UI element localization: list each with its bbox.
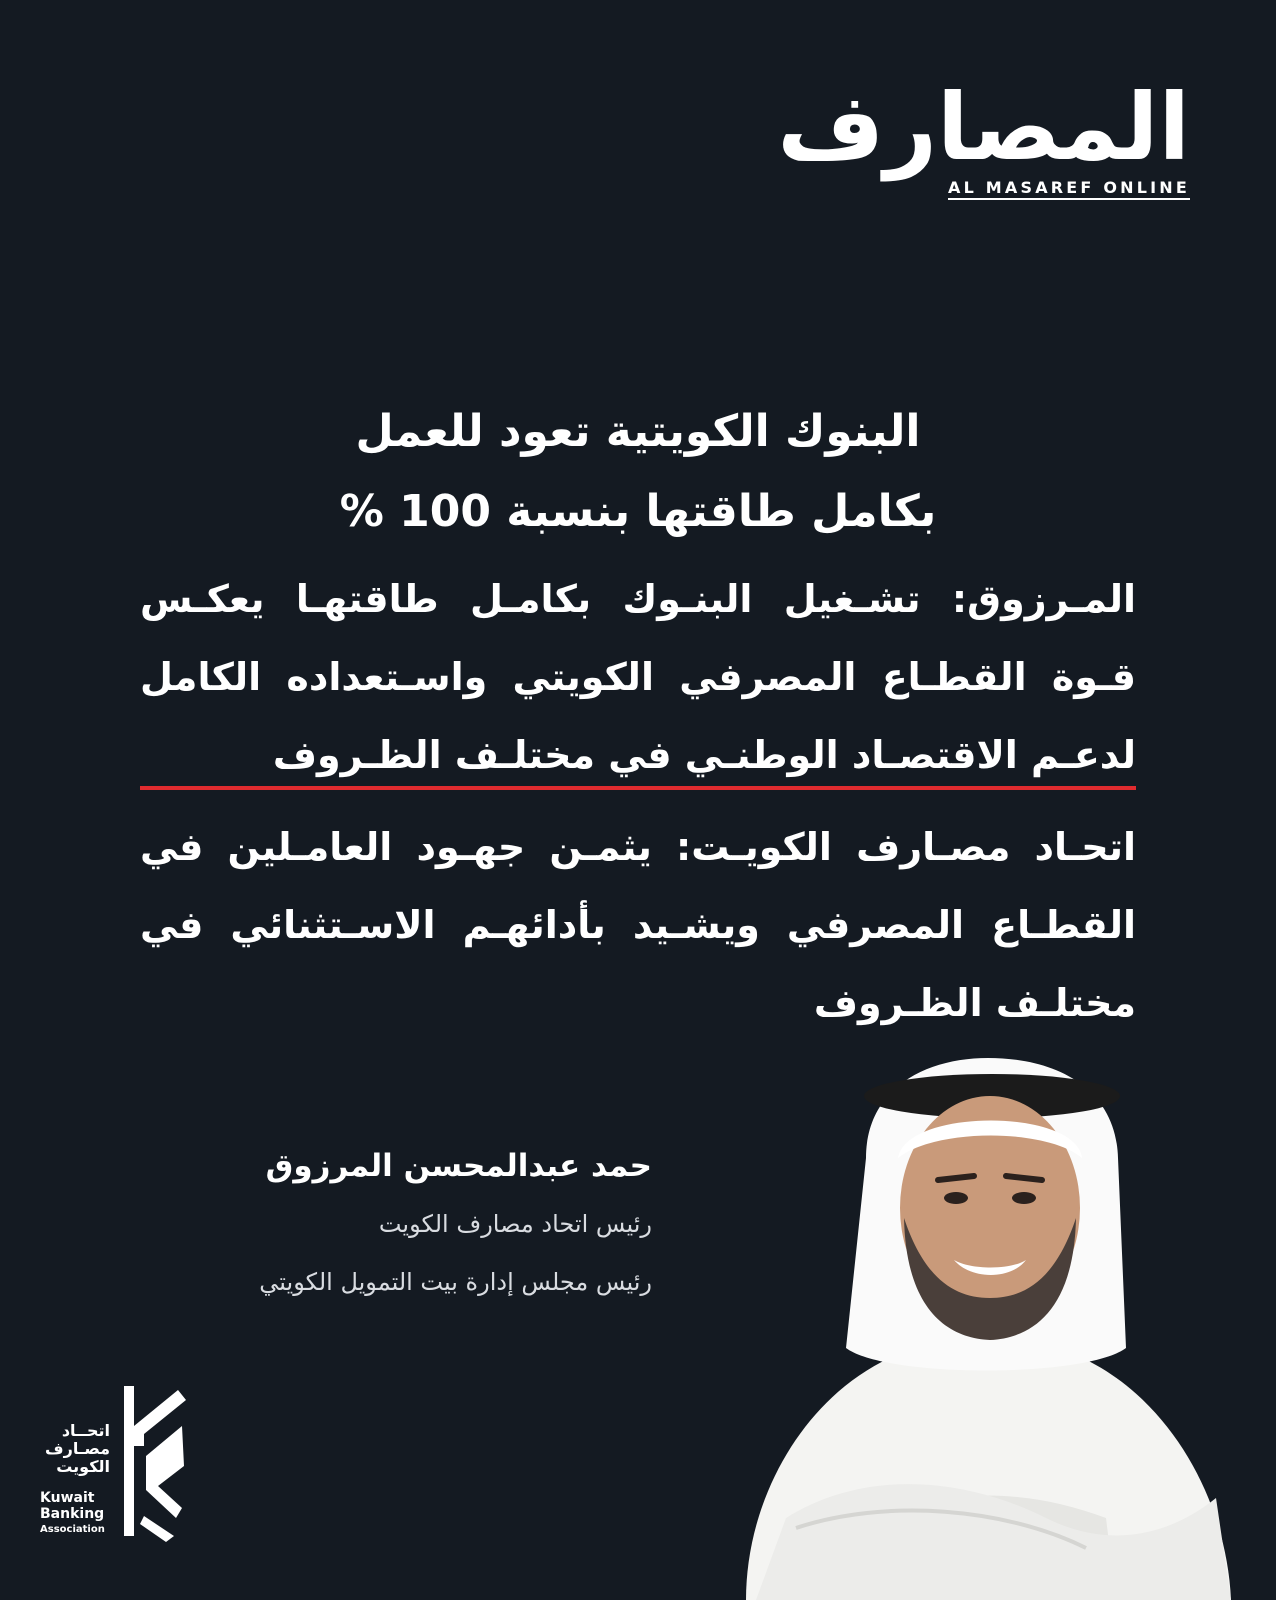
headline-line-2: بكامل طاقتها بنسبة 100 %: [339, 486, 937, 537]
portrait-photo: [726, 1048, 1246, 1600]
headline: [140, 392, 1136, 552]
red-divider: [140, 786, 1136, 790]
kba-arabic-name: اتحــاد مصـارف الكويت: [45, 1421, 110, 1476]
logo-english-wordmark: AL MASAREF ONLINE: [948, 178, 1190, 200]
kba-emblem-icon: [118, 1386, 188, 1542]
person-name: حمد عبدالمحسن المرزوق: [265, 1148, 652, 1184]
headline-line-1: البنوك الكويتية تعود للعمل: [355, 406, 921, 457]
quote-association: اتحـاد مصـارف الكويـت: يثمـن جهـود العامـلين في القطـاع المصرفي ويشـيد بأدائهـم الاسـتثنائي في مختلـف الظـروف: [140, 825, 1136, 1025]
kuwait-banking-association-logo: [40, 1386, 210, 1546]
person-title-2: رئيس مجلس إدارة بيت التمويل الكويتي: [259, 1268, 652, 1296]
quote-marzouq: المـرزوق: تشـغيل البنـوك بكامـل طاقتهـا يعكـس قـوة القطـاع المصرفي الكويتي واسـتعداده الكامل لدعـم الاقتصـاد الوطنـي في مختلـف الظـروف: [140, 577, 1136, 777]
kba-english-name: Kuwait Banking Association: [40, 1490, 105, 1535]
person-title-1: رئيس اتحاد مصارف الكويت: [378, 1210, 652, 1238]
al-masaref-logo: [777, 74, 1190, 200]
logo-arabic-wordmark: المصارف: [777, 74, 1190, 181]
